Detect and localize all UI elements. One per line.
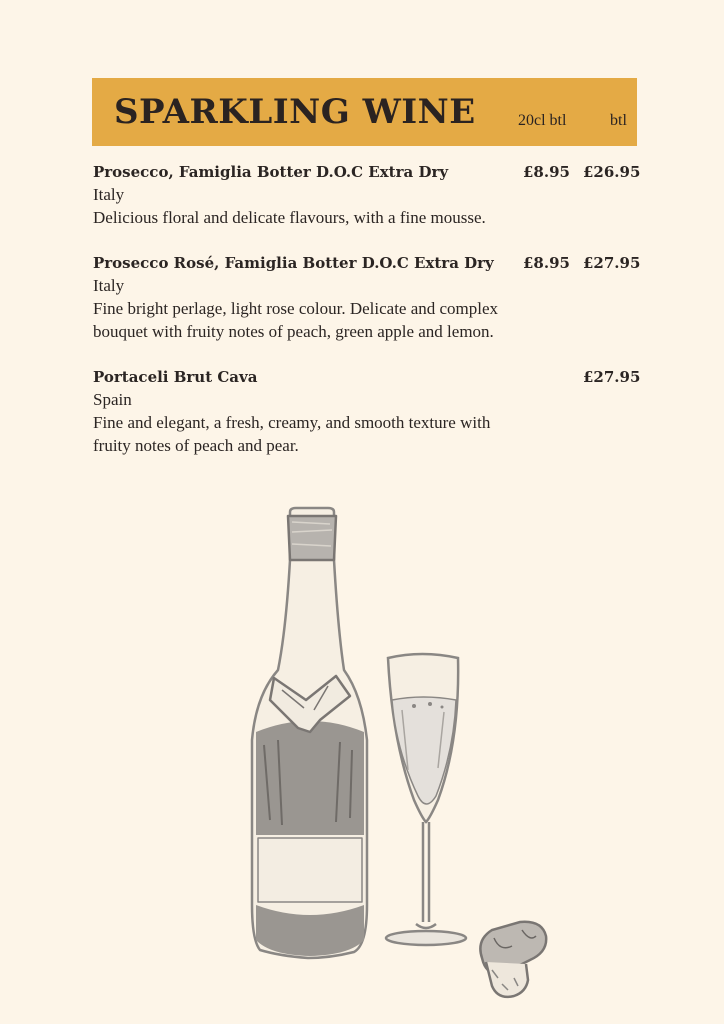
wine-origin: Spain: [93, 390, 132, 409]
wine-origin: Italy: [93, 276, 125, 295]
column-heading-small-bottle: 20cl btl: [518, 112, 567, 129]
wine-name: Prosecco Rosé, Famiglia Botter D.O.C Extra Dry: [93, 254, 494, 272]
wine-description: Fine and elegant, a fresh, creamy, and smooth texture with: [93, 413, 491, 432]
wine-description: Fine bright perlage, light rose colour. Delicate and complex: [93, 299, 499, 318]
column-heading-bottle: btl: [610, 112, 627, 129]
menu-section-header: [92, 78, 637, 146]
section-title: SPARKLING WINE: [114, 92, 476, 132]
wine-description: fruity notes of peach and pear.: [93, 436, 299, 455]
price-bottle: £27.95: [583, 254, 641, 272]
price-bottle: £26.95: [583, 163, 641, 181]
wine-description: bouquet with fruity notes of peach, green apple and lemon.: [93, 322, 494, 341]
cork-icon: [480, 922, 546, 997]
wine-description: Delicious floral and delicate flavours, with a fine mousse.: [93, 208, 486, 227]
wine-origin: Italy: [93, 185, 125, 204]
price-small-bottle: £8.95: [523, 163, 570, 181]
sparkling-wine-illustration: [230, 500, 560, 1010]
champagne-bottle-icon: [252, 508, 367, 958]
champagne-flute-icon: [386, 654, 466, 945]
wine-name: Portaceli Brut Cava: [93, 368, 258, 386]
price-bottle: £27.95: [583, 368, 641, 386]
price-small-bottle: £8.95: [523, 254, 570, 272]
wine-name: Prosecco, Famiglia Botter D.O.C Extra Dry: [93, 163, 449, 181]
